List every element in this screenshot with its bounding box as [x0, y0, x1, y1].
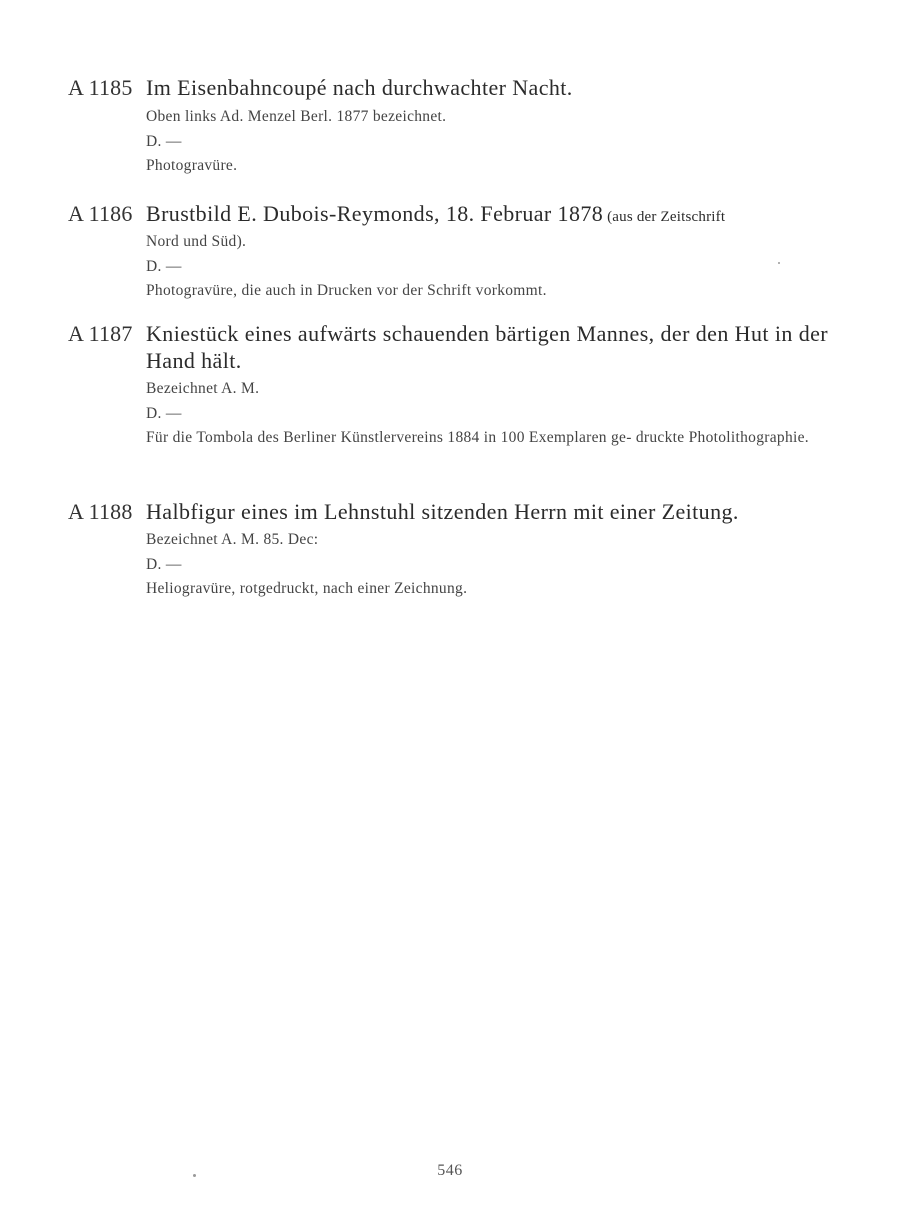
- entry-number: A 1188: [68, 499, 133, 524]
- entry-details: [146, 105, 828, 179]
- entry-details: [146, 230, 828, 304]
- entry-heading: [68, 498, 828, 525]
- catalog-entry-a1188: [68, 498, 828, 602]
- entry-title: Halbfigur eines im Lehnstuhl sitzenden Herrn mit einer Zeitung.: [146, 499, 739, 524]
- entry-reference: D. —: [146, 257, 182, 275]
- entry-number: A 1187: [68, 321, 133, 346]
- entry-title-aside: (aus der Zeitschrift: [603, 209, 726, 225]
- entry-number: A 1186: [68, 201, 133, 226]
- entry-title-continuation: Nord und Süd).: [146, 233, 247, 250]
- entry-inscription: Bezeichnet A. M.: [146, 380, 260, 397]
- entry-reference: D. —: [146, 404, 182, 422]
- entry-inscription: Bezeichnet A. M. 85. Dec:: [146, 531, 319, 548]
- entry-reference: D. —: [146, 132, 182, 150]
- entry-title: Kniestück eines aufwärts schauenden bärtigen Mannes, der den Hut in der Hand hält.: [146, 321, 828, 373]
- entry-number: A 1185: [68, 75, 133, 100]
- entry-title: Brustbild E. Dubois‑Reymonds, 18. Februar 1878 (aus der Zeitschrift: [146, 201, 726, 226]
- page-number: 546: [437, 1162, 463, 1179]
- catalog-entry-a1186: [68, 200, 828, 304]
- entry-reference: D. —: [146, 555, 182, 573]
- entry-inscription: Oben links Ad. Menzel Berl. 1877 bezeichnet.: [146, 108, 447, 125]
- scan-speck: [778, 262, 780, 264]
- entry-technique: Heliogravüre, rotgedruckt, nach einer Zeichnung.: [146, 580, 468, 597]
- entry-details: [146, 528, 828, 602]
- entry-title: Im Eisenbahncoupé nach durchwachter Nacht.: [146, 75, 573, 100]
- entry-details: [146, 377, 828, 451]
- catalog-entry-a1185: [68, 74, 828, 179]
- entry-technique: Photogravüre.: [146, 157, 238, 174]
- entry-heading: [68, 200, 828, 231]
- catalog-entry-a1187: [68, 320, 828, 451]
- entry-technique: Für die Tombola des Berliner Künstlervereins 1884 in 100 Exemplaren ge‑ druckte Photolithographie.: [146, 429, 809, 446]
- entry-technique: Photogravüre, die auch in Drucken vor der Schrift vorkommt.: [146, 282, 547, 299]
- entry-heading: [68, 320, 828, 374]
- entry-heading: [68, 74, 828, 101]
